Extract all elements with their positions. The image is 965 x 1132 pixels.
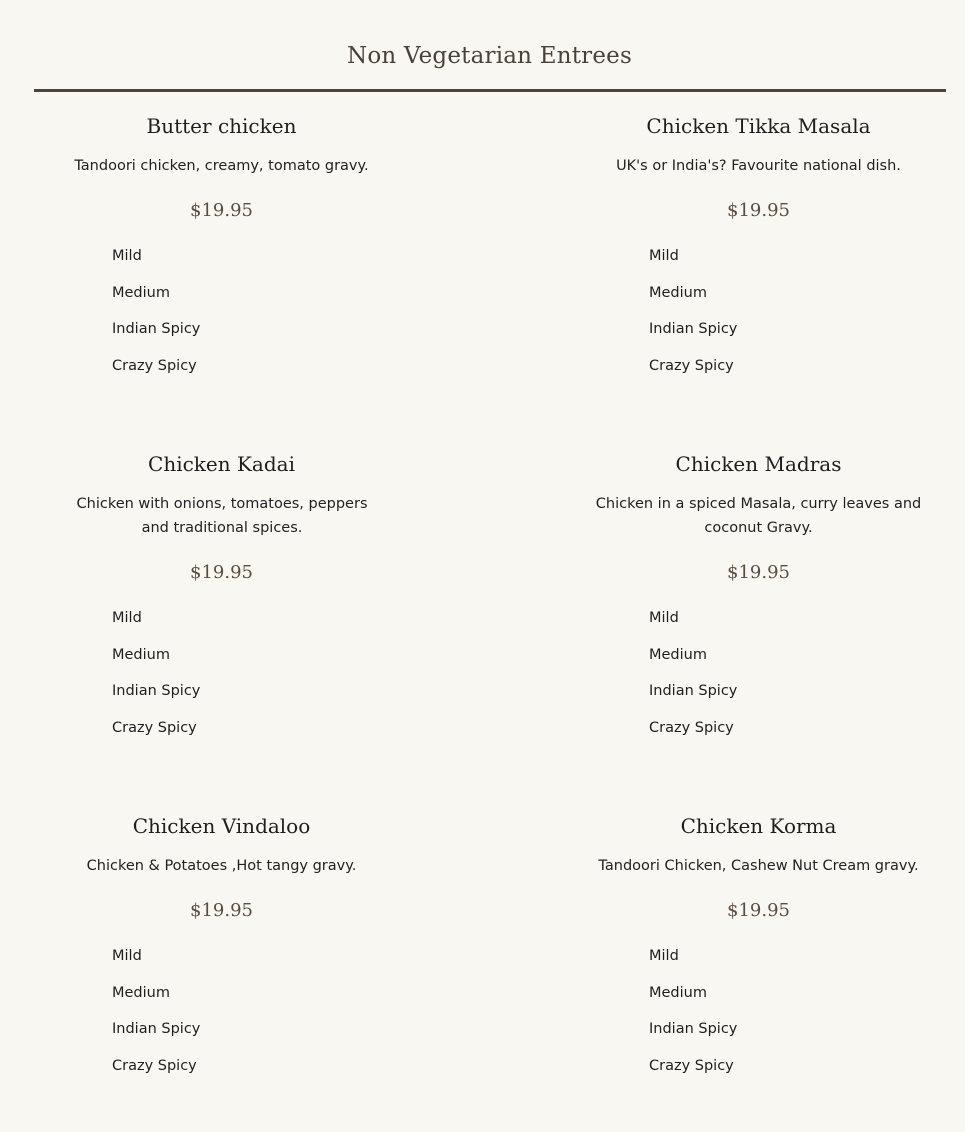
spice-option-indian-spicy[interactable]: Indian Spicy bbox=[649, 1021, 738, 1037]
spice-level-options bbox=[649, 248, 899, 388]
spice-option-indian-spicy[interactable]: Indian Spicy bbox=[649, 683, 738, 699]
item-description: UK's or India's? Favourite national dish. bbox=[616, 158, 901, 174]
item-name: Chicken Korma bbox=[680, 814, 837, 838]
spice-option-medium[interactable]: Medium bbox=[649, 285, 707, 301]
spice-option-mild[interactable]: Mild bbox=[112, 948, 142, 964]
spice-option-mild[interactable]: Mild bbox=[112, 610, 142, 626]
item-description: Chicken in a spiced Masala, curry leaves and coconut Gravy. bbox=[595, 496, 922, 536]
spice-level-options bbox=[649, 948, 899, 1088]
spice-option-crazy-spicy[interactable]: Crazy Spicy bbox=[112, 720, 197, 736]
item-description: Tandoori Chicken, Cashew Nut Cream gravy. bbox=[598, 858, 919, 874]
item-price: $19.95 bbox=[727, 900, 790, 921]
spice-option-mild[interactable]: Mild bbox=[112, 248, 142, 264]
spice-option-medium[interactable]: Medium bbox=[112, 985, 170, 1001]
spice-option-indian-spicy[interactable]: Indian Spicy bbox=[112, 683, 201, 699]
spice-option-crazy-spicy[interactable]: Crazy Spicy bbox=[112, 1058, 197, 1074]
menu-item-chicken-korma bbox=[571, 810, 946, 1100]
item-name: Chicken Tikka Masala bbox=[646, 114, 871, 138]
menu-item-chicken-tikka-masala bbox=[571, 110, 946, 400]
spice-option-medium[interactable]: Medium bbox=[112, 285, 170, 301]
spice-level-options bbox=[649, 610, 899, 750]
spice-option-indian-spicy[interactable]: Indian Spicy bbox=[112, 321, 201, 337]
spice-option-medium[interactable]: Medium bbox=[112, 647, 170, 663]
item-name: Chicken Madras bbox=[675, 452, 842, 476]
item-description: Tandoori chicken, creamy, tomato gravy. bbox=[74, 158, 369, 174]
spice-option-indian-spicy[interactable]: Indian Spicy bbox=[649, 321, 738, 337]
section-divider bbox=[34, 89, 946, 92]
spice-option-mild[interactable]: Mild bbox=[649, 248, 679, 264]
spice-option-medium[interactable]: Medium bbox=[649, 647, 707, 663]
spice-option-indian-spicy[interactable]: Indian Spicy bbox=[112, 1021, 201, 1037]
menu-item-butter-chicken bbox=[34, 110, 409, 400]
menu-item-chicken-madras bbox=[571, 448, 946, 758]
spice-option-crazy-spicy[interactable]: Crazy Spicy bbox=[112, 358, 197, 374]
item-name: Chicken Kadai bbox=[148, 452, 295, 476]
section-title: Non Vegetarian Entrees bbox=[347, 43, 632, 69]
item-price: $19.95 bbox=[727, 562, 790, 583]
menu-item-chicken-kadai bbox=[34, 448, 409, 758]
item-price: $19.95 bbox=[190, 562, 253, 583]
spice-option-crazy-spicy[interactable]: Crazy Spicy bbox=[649, 358, 734, 374]
spice-option-crazy-spicy[interactable]: Crazy Spicy bbox=[649, 1058, 734, 1074]
spice-option-mild[interactable]: Mild bbox=[649, 610, 679, 626]
spice-level-options bbox=[112, 610, 362, 750]
spice-option-mild[interactable]: Mild bbox=[649, 948, 679, 964]
spice-level-options bbox=[112, 248, 362, 388]
item-price: $19.95 bbox=[727, 200, 790, 221]
item-price: $19.95 bbox=[190, 900, 253, 921]
spice-option-crazy-spicy[interactable]: Crazy Spicy bbox=[649, 720, 734, 736]
item-name: Chicken Vindaloo bbox=[132, 814, 311, 838]
menu-item-chicken-vindaloo bbox=[34, 810, 409, 1100]
item-price: $19.95 bbox=[190, 200, 253, 221]
spice-level-options bbox=[112, 948, 362, 1088]
item-description: Chicken & Potatoes ,Hot tangy gravy. bbox=[86, 858, 357, 874]
item-description: Chicken with onions, tomatoes, peppers and traditional spices. bbox=[76, 496, 368, 536]
spice-option-medium[interactable]: Medium bbox=[649, 985, 707, 1001]
item-name: Butter chicken bbox=[146, 114, 297, 138]
